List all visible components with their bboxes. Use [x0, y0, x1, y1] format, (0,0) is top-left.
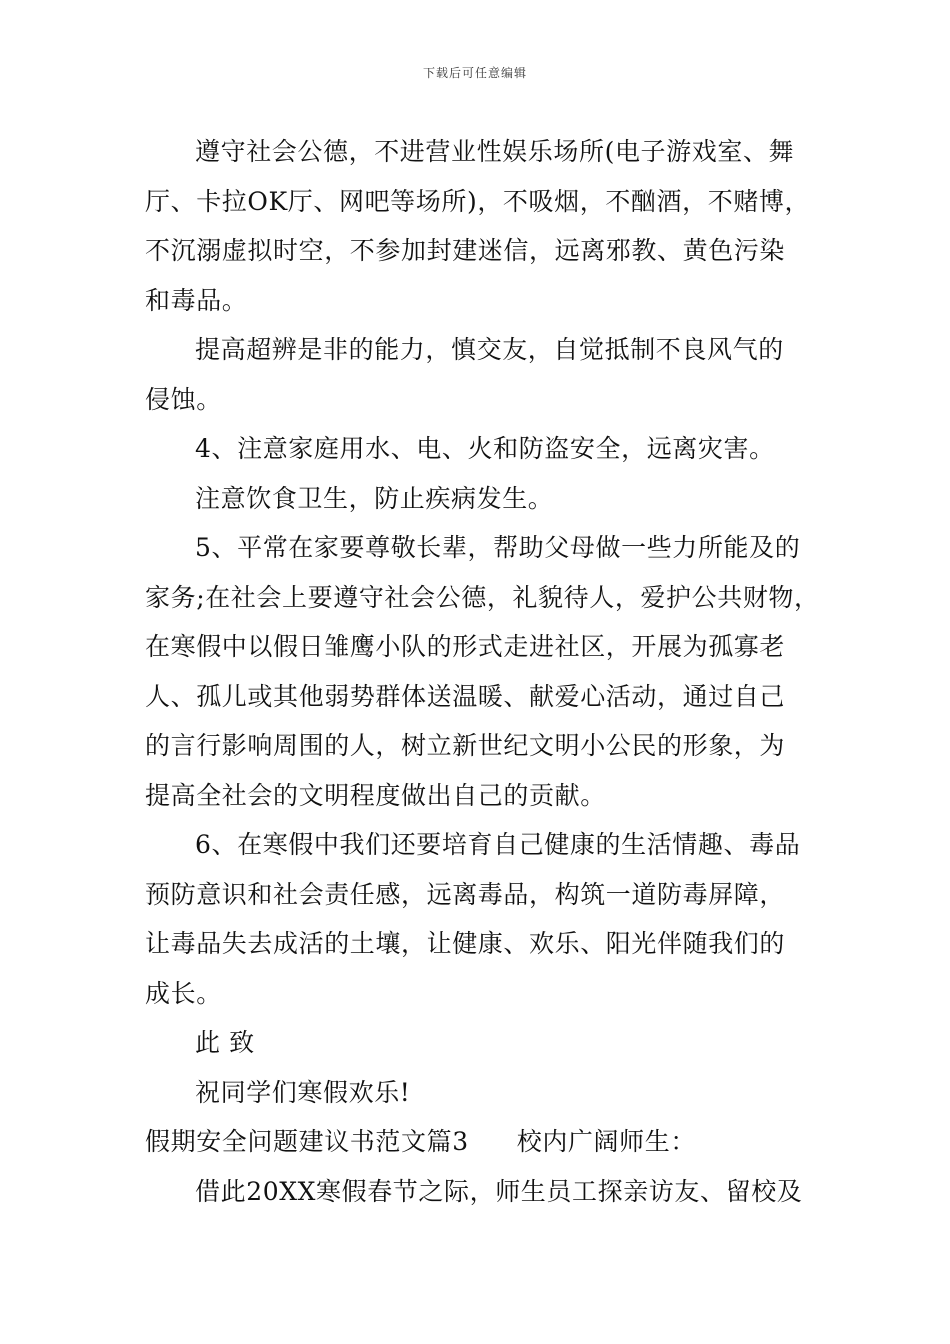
closing-line: 此 致: [195, 1028, 255, 1057]
section-title: 假期安全问题建议书范文篇3: [145, 1127, 469, 1156]
paragraph-line: 遵守社会公德，不进营业性娱乐场所(电子游戏室、舞: [195, 137, 795, 166]
paragraph-line: 和毒品。: [145, 285, 248, 315]
paragraph-line: 侵蚀。: [145, 384, 222, 414]
paragraph-line: 借此20XX寒假春节之际，师生员工探亲访友、留校及: [195, 1176, 803, 1206]
paragraph-line: 提高超辨是非的能力，慎交友，自觉抵制不良风气的: [195, 335, 784, 364]
document-body: [145, 127, 825, 1216]
closing-wish: 祝同学们寒假欢乐!: [195, 1077, 411, 1107]
paragraph-line: 预防意识和社会责任感，远离毒品，构筑一道防毒屏障，: [145, 879, 786, 909]
paragraph-line: 提高全社会的文明程度做出自己的贡献。: [145, 780, 606, 810]
paragraph-line: 不沉溺虚拟时空，不参加封建迷信，远离邪教、黄色污染: [145, 236, 786, 265]
paragraph-line: 4、注意家庭用水、电、火和防盗安全，远离灾害。: [195, 434, 775, 463]
paragraph-line: 人、孤儿或其他弱势群体送温暖、献爱心活动，通过自己: [145, 681, 786, 711]
paragraph-line: 注意饮食卫生，防止疾病发生。: [195, 483, 554, 513]
paragraph-line: 的言行影响周围的人，树立新世纪文明小公民的形象，为: [145, 731, 786, 760]
section-title-line: [145, 1117, 825, 1167]
salutation: 校内广阔师生：: [516, 1127, 696, 1156]
page-header: 下载后可任意编辑: [422, 66, 527, 80]
paragraph-line: 让毒品失去成活的土壤，让健康、欢乐、阳光伴随我们的: [145, 929, 786, 958]
paragraph-line: 6、在寒假中我们还要培育自己健康的生活情趣、毒品: [195, 830, 801, 859]
paragraph-line: 厅、卡拉OK厅、网吧等场所)，不吸烟，不酗酒，不赌博，: [145, 186, 811, 216]
paragraph-line: 5、平常在家要尊敬长辈，帮助父母做一些力所能及的: [195, 533, 801, 562]
paragraph-line: 家务;在社会上要遵守社会公德，礼貌待人，爱护公共财物，: [145, 582, 820, 612]
paragraph-line: 在寒假中以假日雏鹰小队的形式走进社区，开展为孤寡老: [145, 632, 786, 661]
paragraph-line: 成长。: [145, 978, 222, 1008]
